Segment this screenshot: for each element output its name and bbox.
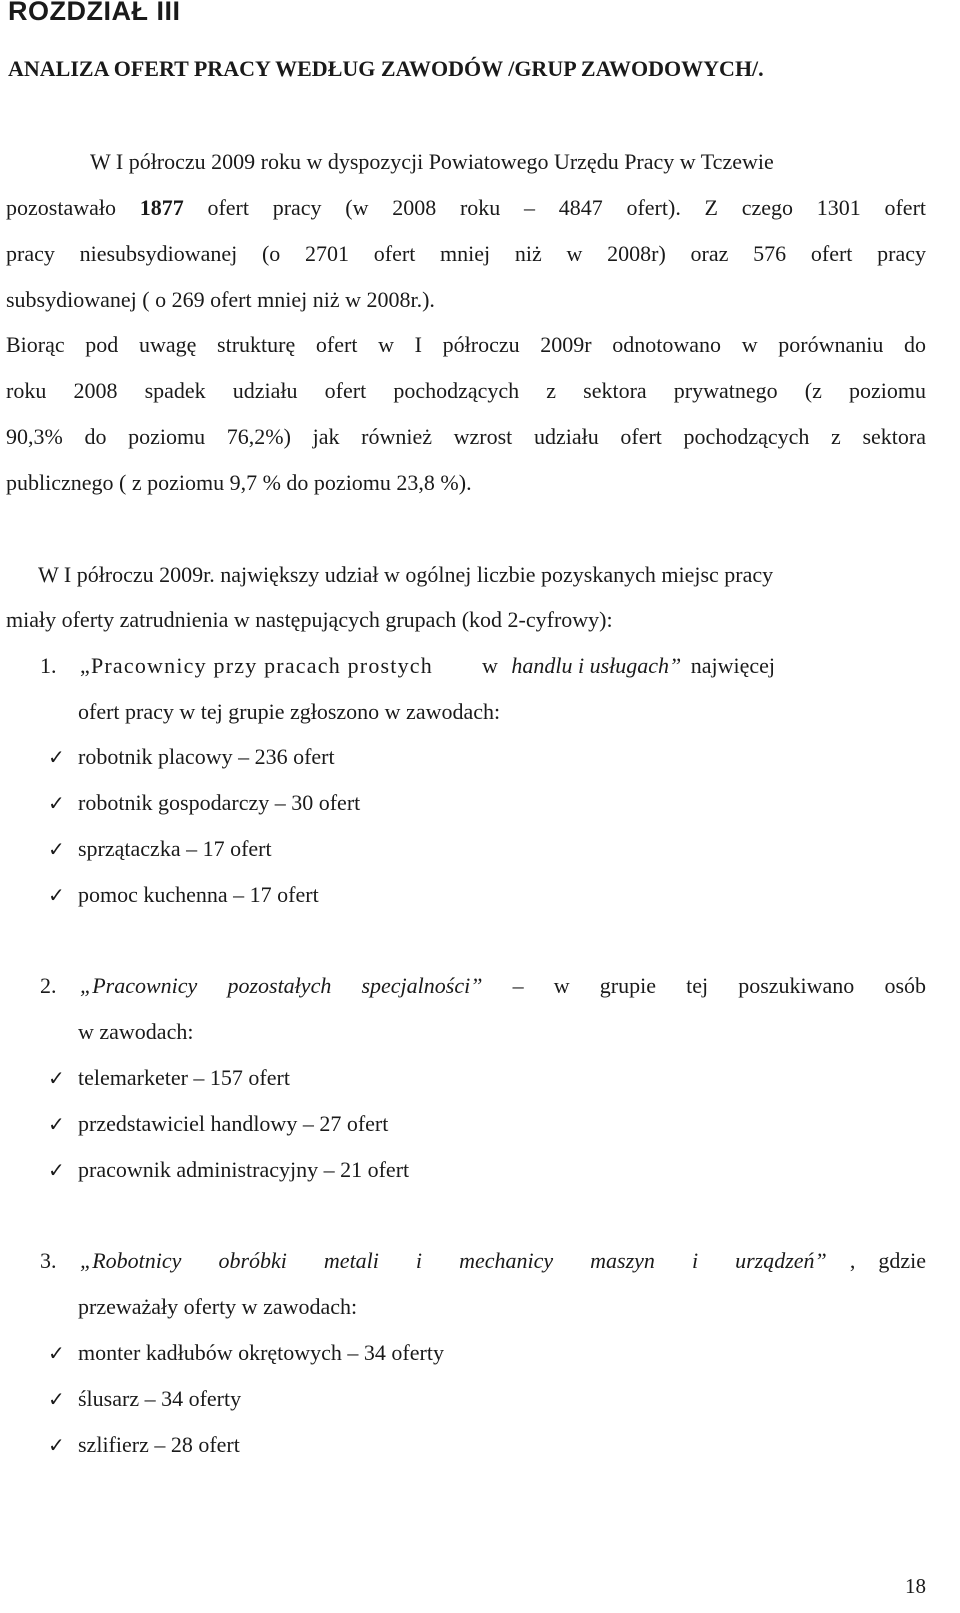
- intro-text: ofert pracy (w 2008 roku – 4847 ofert). Z czego 1301 ofert: [207, 195, 927, 220]
- intro-line-2: [6, 193, 926, 223]
- group-number: 3.: [40, 1248, 57, 1273]
- check-icon: ✓: [48, 883, 65, 907]
- list-item: [48, 1430, 240, 1460]
- list-item: [48, 880, 319, 910]
- check-icon: ✓: [48, 837, 65, 861]
- intro-line-4: subsydiowanej ( o 269 ofert mniej niż w 2008r.).: [6, 287, 435, 312]
- group-2-heading: [6, 971, 926, 1001]
- list-item-text: ślusarz – 34 oferty: [78, 1386, 242, 1411]
- list-item: [48, 1109, 388, 1139]
- page-number: 18: [905, 1574, 926, 1598]
- group-text: , gdzie: [849, 1248, 926, 1273]
- list-item: [48, 742, 335, 772]
- list-item-text: pomoc kuchenna – 17 ofert: [78, 882, 319, 907]
- group-number: 2.: [40, 973, 57, 998]
- groups-intro-line-2: miały oferty zatrudnienia w następujących grupach (kod 2-cyfrowy):: [6, 607, 613, 632]
- list-item: [48, 834, 272, 864]
- group-3-heading: [6, 1246, 926, 1276]
- check-icon: ✓: [48, 1433, 65, 1457]
- intro-text: pozostawało: [6, 195, 116, 220]
- group-name: handlu i usługach”: [511, 653, 682, 678]
- group-1-heading: [6, 651, 926, 681]
- structure-line-3: 90,3% do poziomu 76,2%) jak również wzrost udziału ofert pochodzących z sektora: [6, 424, 926, 449]
- group-name: „Pracownicy przy pracach prostych: [80, 653, 433, 678]
- list-item: [48, 1384, 241, 1414]
- group-name: „Robotnicy obróbki metali i mechanicy maszyn i urządzeń”: [80, 1248, 827, 1273]
- list-item: [48, 1063, 290, 1093]
- group-2-line-2: w zawodach:: [78, 1019, 194, 1044]
- group-name: w: [481, 653, 498, 678]
- group-1-line-2: ofert pracy w tej grupie zgłoszono w zawodach:: [78, 699, 501, 724]
- list-item-text: robotnik gospodarczy – 30 ofert: [78, 790, 361, 815]
- check-icon: ✓: [48, 1387, 65, 1411]
- list-item-text: telemarketer – 157 ofert: [78, 1065, 290, 1090]
- list-item: [48, 1338, 444, 1368]
- list-item-text: przedstawiciel handlowy – 27 ofert: [78, 1111, 389, 1136]
- group-text: najwięcej: [690, 653, 776, 678]
- groups-intro-line-1: W I półroczu 2009r. największy udział w ogólnej liczbie pozyskanych miejsc pracy: [38, 562, 774, 587]
- list-item-text: szlifierz – 28 ofert: [78, 1432, 240, 1457]
- check-icon: ✓: [48, 1112, 65, 1136]
- structure-line-2: roku 2008 spadek udziału ofert pochodzących z sektora prywatnego (z poziomu: [6, 378, 926, 403]
- list-item-text: sprzątaczka – 17 ofert: [78, 836, 272, 861]
- list-item: [48, 1155, 409, 1185]
- group-text: – w grupie tej poszukiwano osób: [512, 973, 926, 998]
- list-item-text: pracownik administracyjny – 21 ofert: [78, 1157, 410, 1182]
- group-3-line-2: przeważały oferty w zawodach:: [78, 1294, 358, 1319]
- structure-line-1: Biorąc pod uwagę strukturę ofert w I półroczu 2009r odnotowano w porównaniu do: [6, 332, 926, 357]
- group-name: „Pracownicy pozostałych specjalności”: [80, 973, 483, 998]
- structure-line-4: publicznego ( z poziomu 9,7 % do poziomu 23,8 %).: [6, 470, 472, 495]
- check-icon: ✓: [48, 1066, 65, 1090]
- list-item-text: monter kadłubów okrętowych – 34 oferty: [78, 1340, 444, 1365]
- offer-count: 1877: [139, 195, 184, 220]
- section-title: ANALIZA OFERT PRACY WEDŁUG ZAWODÓW /GRUP ZAWODOWYCH/.: [8, 56, 764, 81]
- check-icon: ✓: [48, 1158, 65, 1182]
- intro-line-3: pracy niesubsydiowanej (o 2701 ofert mniej niż w 2008r) oraz 576 ofert pracy: [6, 241, 926, 266]
- intro-line-1: W I półroczu 2009 roku w dyspozycji Powiatowego Urzędu Pracy w Tczewie: [90, 149, 774, 174]
- list-item-text: robotnik placowy – 236 ofert: [78, 744, 335, 769]
- check-icon: ✓: [48, 1341, 65, 1365]
- check-icon: ✓: [48, 745, 65, 769]
- list-item: [48, 788, 360, 818]
- check-icon: ✓: [48, 791, 65, 815]
- group-number: 1.: [40, 653, 57, 678]
- chapter-heading: ROZDZIAŁ III: [8, 0, 181, 26]
